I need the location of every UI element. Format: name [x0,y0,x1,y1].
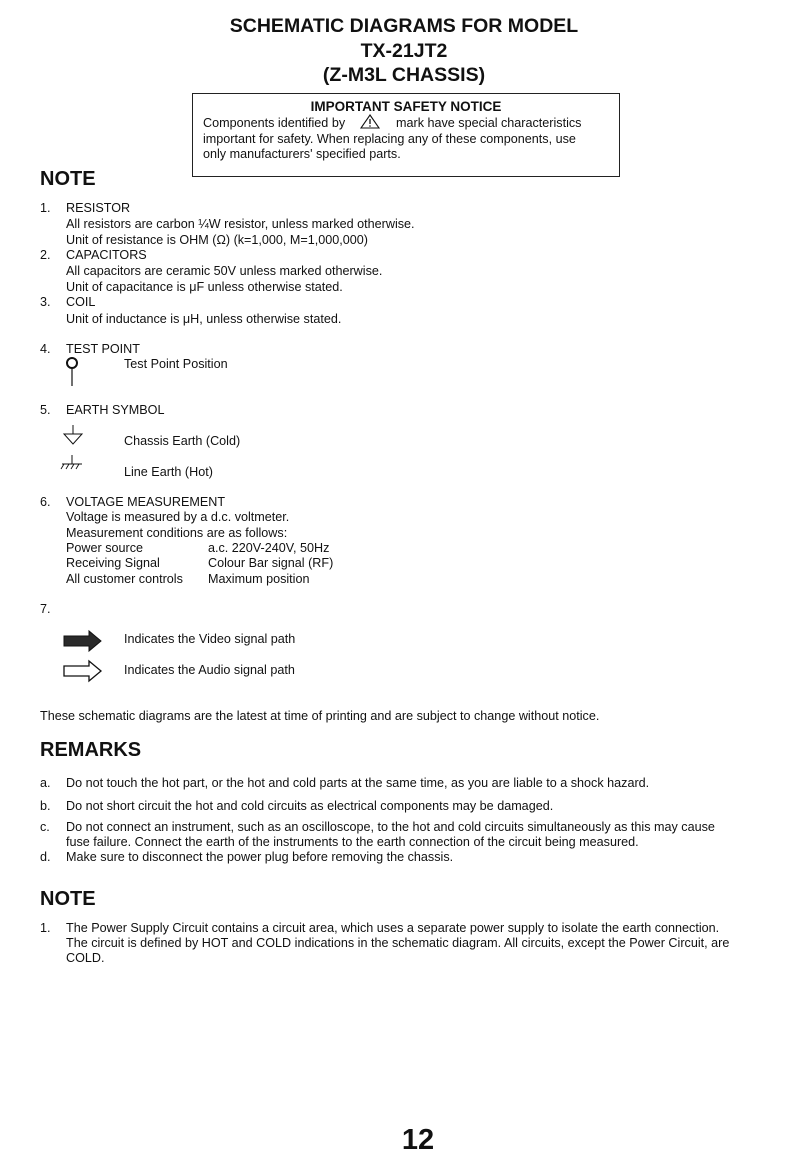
coil-title: COIL [66,295,96,309]
change-notice: These schematic diagrams are the latest at time of printing and are subject to change without notice. [40,709,600,723]
chassis-earth-label: Chassis Earth (Cold) [124,434,241,448]
remark-a: Do not touch the hot part, or the hot and cold parts at the same time, as you are liable to a shock hazard. [66,776,650,790]
test-point-icon [62,356,82,388]
capacitors-title: CAPACITORS [66,248,147,262]
condition-label: Power source [66,541,143,555]
item-number: 6. [40,495,51,509]
resistor-line1: All resistors are carbon ¼W resistor, unless marked otherwise. [66,217,415,231]
video-signal-label: Indicates the Video signal path [124,632,296,646]
note2-line3: COLD. [66,951,105,965]
resistor-line2: Unit of resistance is OHM (Ω) (k=1,000, M=1,000,000) [66,233,368,247]
voltage-line1: Voltage is measured by a d.c. voltmeter. [66,510,290,524]
note2-heading: NOTE [40,888,96,910]
chassis-earth-icon [60,424,86,446]
item-number: 1. [40,921,51,935]
item-number: 5. [40,403,51,417]
safety-notice-heading: IMPORTANT SAFETY NOTICE [310,99,502,114]
coil-line1: Unit of inductance is μH, unless otherwise stated. [66,312,342,326]
test-point-desc: Test Point Position [124,357,228,371]
line-earth-icon [58,454,86,472]
note-heading: NOTE [40,168,96,190]
video-signal-arrow-icon [63,630,103,652]
safety-notice-line3: only manufacturers' specified parts. [203,147,401,161]
voltage-line2: Measurement conditions are as follows: [66,526,288,540]
item-number: 3. [40,295,51,309]
condition-value: Maximum position [208,572,310,586]
capacitors-line2: Unit of capacitance is μF unless otherwise stated. [66,280,343,294]
item-number: 7. [40,602,51,616]
page-title-model: TX-21JT2 [360,40,448,62]
earth-symbol-title: EARTH SYMBOL [66,403,165,417]
note2-line1: The Power Supply Circuit contains a circuit area, which uses a separate power supply to isolate the earth connection. [66,921,720,935]
remark-c-line1: Do not connect an instrument, such as an oscilloscope, to the hot and cold circuits simultaneously as this may cause [66,820,715,834]
line-earth-label: Line Earth (Hot) [124,465,213,479]
item-number: 4. [40,342,51,356]
remark-letter: a. [40,776,51,790]
condition-value: a.c. 220V-240V, 50Hz [208,541,330,555]
voltage-title: VOLTAGE MEASUREMENT [66,495,226,509]
safety-notice-line1-post: mark have special characteristics [396,116,582,130]
condition-value: Colour Bar signal (RF) [208,556,334,570]
resistor-title: RESISTOR [66,201,131,215]
condition-label: All customer controls [66,572,183,586]
remark-letter: c. [40,820,50,834]
remark-letter: d. [40,850,51,864]
remark-letter: b. [40,799,51,813]
item-number: 1. [40,201,51,215]
safety-notice-line1-pre: Components identified by [203,116,346,130]
audio-signal-label: Indicates the Audio signal path [124,663,295,677]
condition-label: Receiving Signal [66,556,160,570]
safety-notice-line2: important for safety. When replacing any of these components, use [203,132,576,146]
remarks-heading: REMARKS [40,739,142,761]
remark-c-line2: fuse failure. Connect the earth of the instruments to the earth connection of the circuit being measured. [66,835,639,849]
test-point-title: TEST POINT [66,342,140,356]
page-title-line1: SCHEMATIC DIAGRAMS FOR MODEL [229,15,579,37]
warning-triangle-icon [360,114,380,129]
page-number: 12 [401,1124,435,1156]
audio-signal-arrow-icon [63,660,103,682]
item-number: 2. [40,248,51,262]
remark-b: Do not short circuit the hot and cold circuits as electrical components may be damaged. [66,799,554,813]
note2-line2: The circuit is defined by HOT and COLD indications in the schematic diagram. All circuits, except the Power Circuit, are [66,936,730,950]
capacitors-line1: All capacitors are ceramic 50V unless marked otherwise. [66,264,383,278]
page-title-chassis: (Z-M3L CHASSIS) [322,64,486,86]
remark-d: Make sure to disconnect the power plug before removing the chassis. [66,850,454,864]
